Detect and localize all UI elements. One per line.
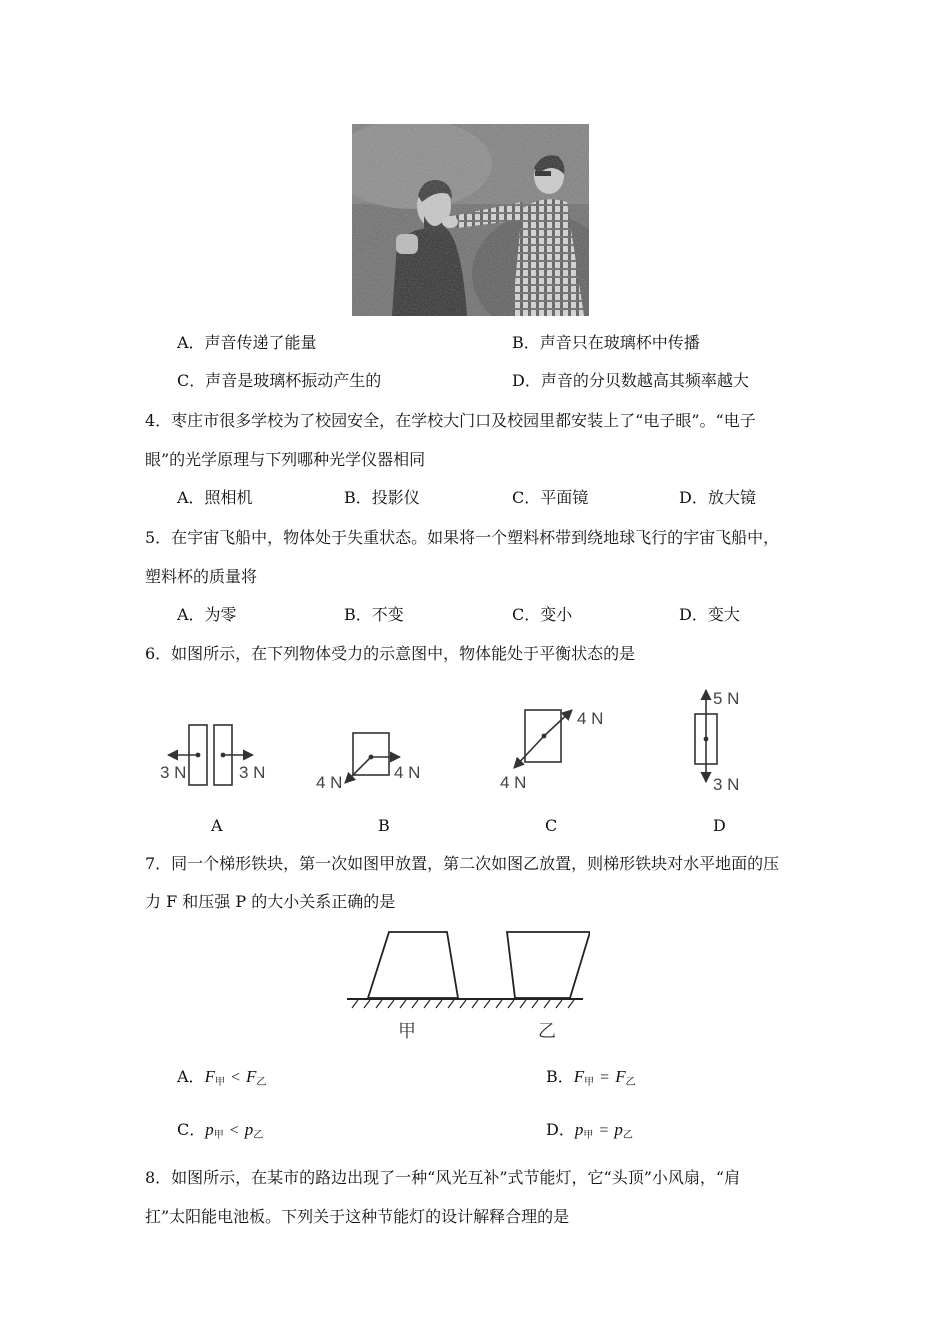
q6-figure-a xyxy=(160,725,265,785)
q7-trapezoid-figure xyxy=(340,925,590,1050)
trapezoid-yi xyxy=(507,932,590,998)
q5-option-d: D．变大 xyxy=(679,605,740,624)
q6-d-down-force: 3 N xyxy=(713,775,740,794)
q7-label-jia: 甲 xyxy=(398,1021,416,1041)
q6-caption-d: D xyxy=(713,816,726,835)
q4-option-b: B．投影仪 xyxy=(344,488,420,507)
q5-stem-line-2: 塑料杯的质量将 xyxy=(145,567,258,586)
q7-label-yi: 乙 xyxy=(538,1021,556,1041)
q6-figure-b xyxy=(316,733,420,792)
q6-b-left-force: 4 N xyxy=(316,773,343,792)
q4-stem-line-2: 眼”的光学原理与下列哪种光学仪器相同 xyxy=(145,450,426,469)
q5-stem-line-1: 5．在宇宙飞船中，物体处于失重状态。如果将一个塑料杯带到绕地球飞行的宇宙飞船中， xyxy=(145,528,780,547)
q6-d-up-force: 5 N xyxy=(713,689,740,708)
q7-option-c: C．$p_甲 < p_乙$ xyxy=(177,1120,264,1141)
q6-stem: 6．如图所示，在下列物体受力的示意图中，物体能处于平衡状态的是 xyxy=(145,644,636,663)
q6-caption-b: B xyxy=(378,816,390,835)
q6-c-up-force: 4 N xyxy=(577,709,604,728)
q5-option-b: B．不变 xyxy=(344,605,404,624)
q7-option-a: A．$F_甲 < F_乙$ xyxy=(177,1067,267,1088)
q7-option-d: D．$p_甲 = p_乙$ xyxy=(546,1120,633,1141)
trapezoid-jia xyxy=(368,932,458,998)
q6-a-right-force: 3 N xyxy=(239,763,266,782)
q6-c-down-force: 4 N xyxy=(500,773,527,792)
q5-option-a: A．为零 xyxy=(177,605,237,624)
q3-option-a: A．声音传递了能量 xyxy=(177,333,317,352)
q7-stem-line-2: 力 F 和压强 P 的大小关系正确的是 xyxy=(145,892,396,911)
q4-option-c: C．平面镜 xyxy=(512,488,589,507)
q6-figure-d xyxy=(695,689,739,794)
q3-option-d: D．声音的分贝数越高其频率越大 xyxy=(512,371,749,390)
q3-option-b: B．声音只在玻璃杯中传播 xyxy=(512,333,700,352)
q6-figure-c xyxy=(500,709,603,792)
q5-option-c: C．变小 xyxy=(512,605,573,624)
q6-force-diagrams xyxy=(150,680,800,800)
q6-b-right-force: 4 N xyxy=(394,763,421,782)
question-3-photo xyxy=(352,124,589,316)
q6-caption-a: A xyxy=(211,816,223,835)
q6-caption-c: C xyxy=(545,816,558,835)
q6-a-left-force: 3 N xyxy=(160,763,187,782)
q8-stem-line-1: 8．如图所示，在某市的路边出现了一种“风光互补”式节能灯，它“头顶”小风扇，“肩 xyxy=(145,1168,741,1187)
q8-stem-line-2: 扛”太阳能电池板。下列关于这种节能灯的设计解释合理的是 xyxy=(145,1207,570,1226)
q4-option-d: D．放大镜 xyxy=(679,488,756,507)
q7-option-b: B．$F_甲 = F_乙$ xyxy=(546,1067,636,1088)
q7-stem-line-1: 7．同一个梯形铁块，第一次如图甲放置，第二次如图乙放置，则梯形铁块对水平地面的压 xyxy=(145,854,780,873)
q4-stem-line-1: 4．枣庄市很多学校为了校园安全，在学校大门口及校园里都安装上了“电子眼”。“电子 xyxy=(145,411,756,430)
q3-option-c: C．声音是玻璃杯振动产生的 xyxy=(177,371,382,390)
q4-option-a: A．照相机 xyxy=(177,488,253,507)
